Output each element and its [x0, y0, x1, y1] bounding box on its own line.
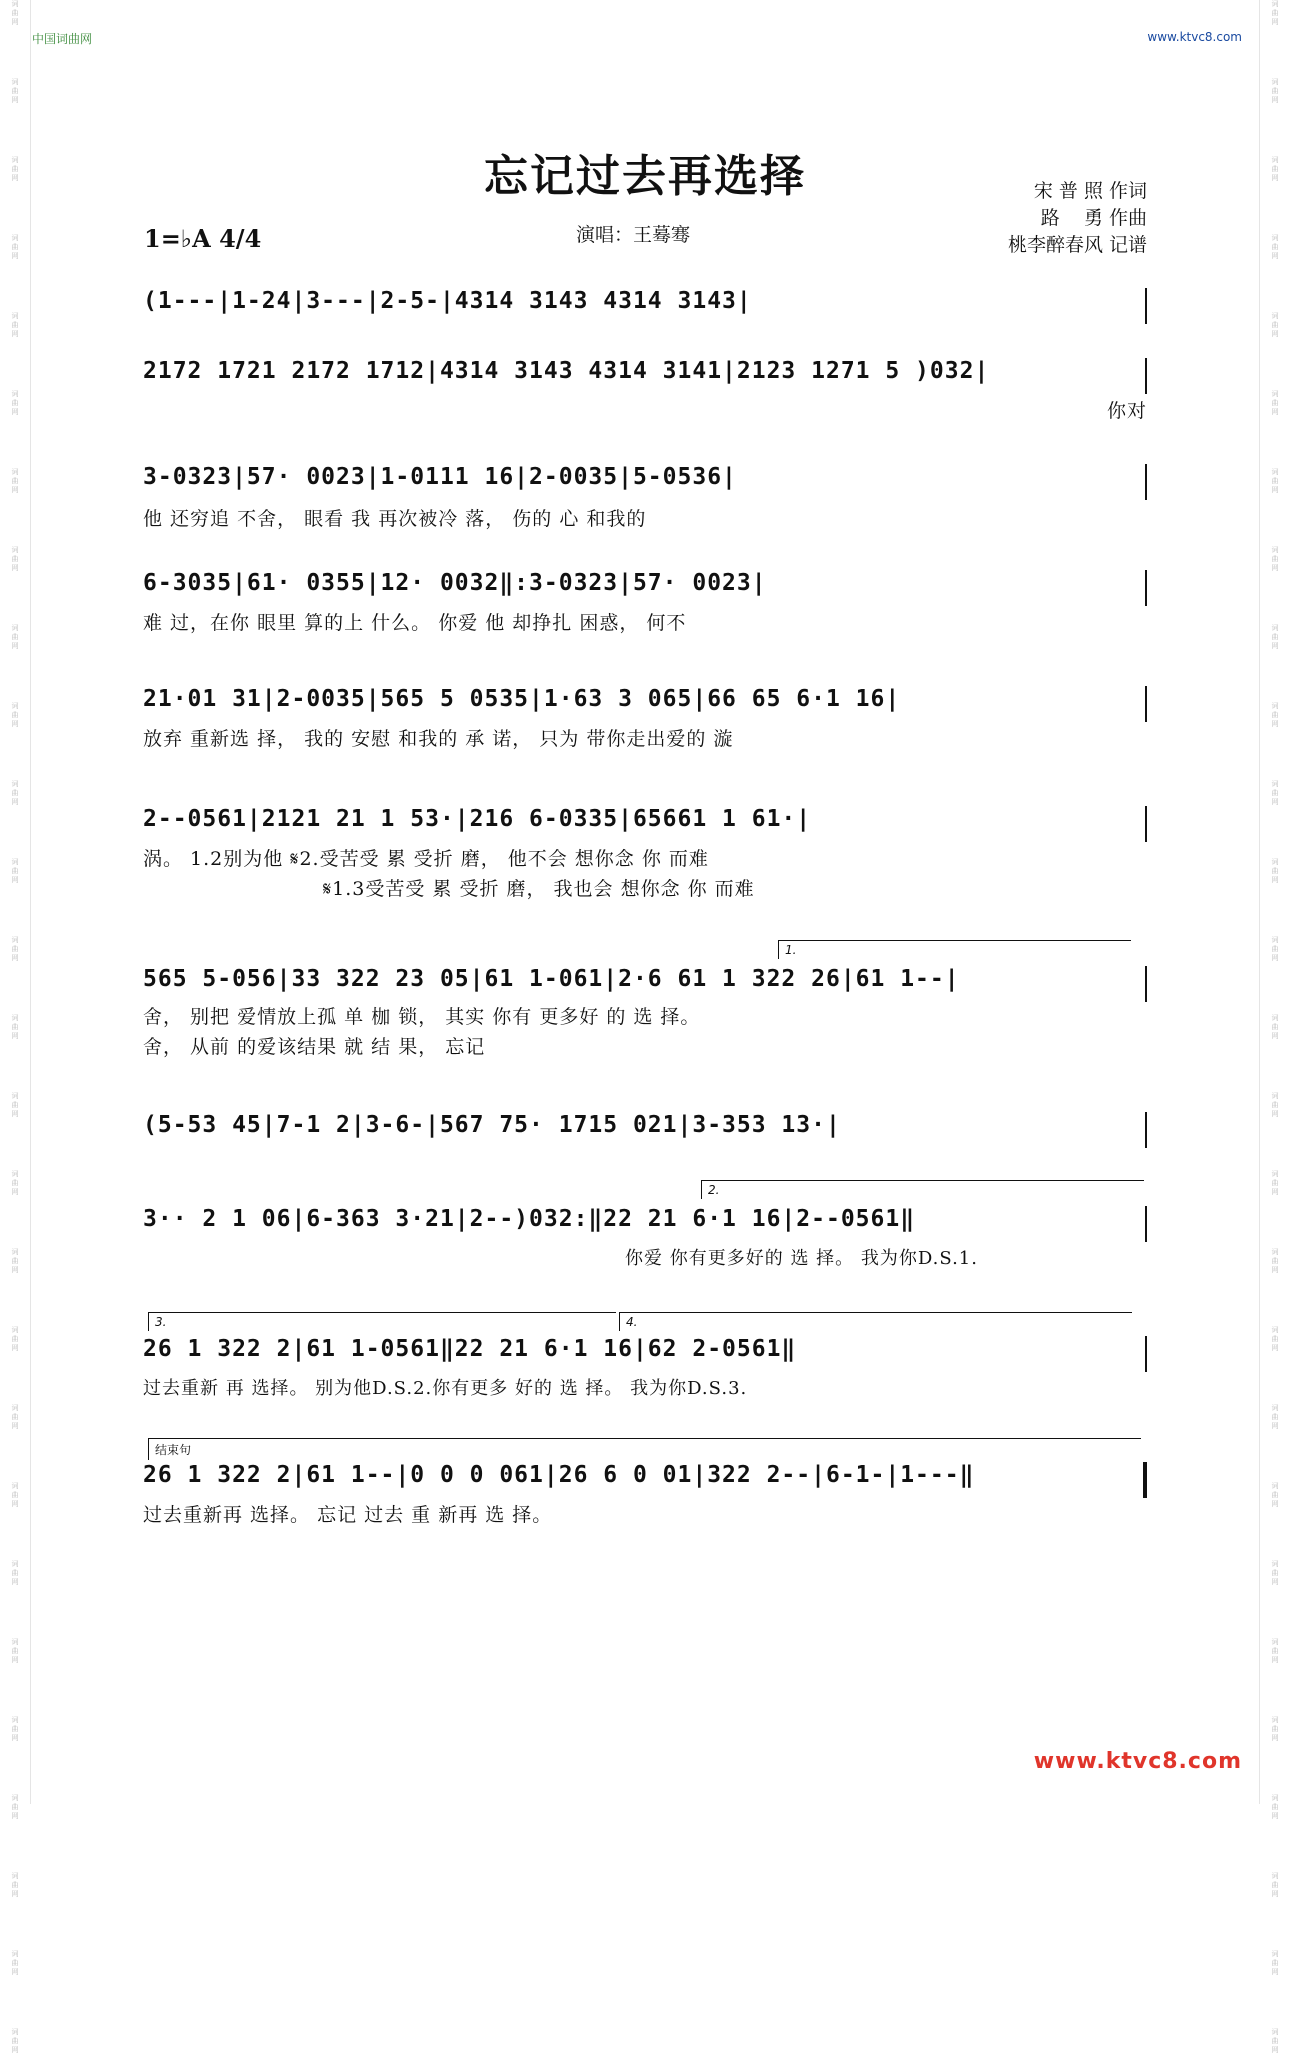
- score-line-2: [143, 358, 1147, 438]
- barline: [1145, 570, 1147, 606]
- lyricist-credit: 宋 普 照 作词: [1033, 180, 1147, 202]
- transcriber-credit: 桃李醉春风 记谱: [1007, 234, 1147, 256]
- score-line-7: [143, 943, 1147, 1062]
- lyric-line: 过去重新 再 选择。 别为他D.S.2.你有更多 好的 选 择。 我为你D.S.3.: [143, 1378, 748, 1399]
- notation: 21·01 31|2-0035|565 5 0535|1·63 3 065|66 65 6·1 16|: [143, 686, 901, 712]
- notation: 6-3035|61· 0355|12· 0032‖:3-0323|57· 0023|: [143, 570, 767, 596]
- volta-bracket: 3.: [148, 1312, 616, 1331]
- score-line-10: [143, 1312, 1147, 1412]
- score-line-3: [143, 464, 1147, 544]
- notation: (1---|1-24|3---|2-5-|4314 3143 4314 3143|: [143, 288, 752, 314]
- lyric-line: 你对: [1106, 400, 1147, 422]
- lyric-line-alt: 舍， 从前 的爱该结果 就 结 果， 忘记: [143, 1036, 486, 1058]
- song-title: 忘记过去再选择: [484, 151, 806, 202]
- notation: 26 1 322 2|61 1--|0 0 0 061|26 6 0 01|322 2--|6-1-|1---‖: [143, 1462, 975, 1488]
- final-barline: [1143, 1462, 1147, 1498]
- lyric-line: 你爱 你有更多好的 选 择。 我为你D.S.1.: [625, 1248, 978, 1269]
- score-line-5: [143, 686, 1147, 766]
- barline: [1145, 686, 1147, 722]
- site-watermark: www.ktvc8.com: [1033, 1749, 1242, 1774]
- volta-bracket: 2.: [701, 1180, 1144, 1199]
- barline: [1145, 464, 1147, 500]
- score-line-1: [143, 288, 1147, 338]
- lyric-line: 舍， 别把 爱情放上孤 单 枷 锁， 其实 你有 更多好 的 选 择。: [143, 1006, 701, 1028]
- score-line-4: [143, 570, 1147, 650]
- barline: [1145, 358, 1147, 394]
- barline: [1145, 1206, 1147, 1242]
- score-line-9: [143, 1183, 1147, 1286]
- barline: [1145, 1112, 1147, 1148]
- site-name-left[interactable]: 中国词曲网: [32, 32, 93, 46]
- right-margin-watermark: 词 曲 网 词 曲 网 词 曲 网 词 曲 网 词 曲 网 词 曲 网 词 曲 网 词 曲 网 词 曲 网 词 曲 网 词 曲 网 词 曲 网 词 曲 网 词 曲 网 词 曲 网 词 曲 网 词 曲 网 词 曲 网 词 曲 网 词 曲 网 词 曲 网 词 曲 网 词 曲 网 词 曲 网 词 曲 网 词 曲 网 词 曲 网: [1271, 0, 1279, 2054]
- lyric-line: 难 过，在你 眼里 算的上 什么。 你爱 他 却挣扎 困惑， 何不: [143, 612, 687, 634]
- volta-bracket: 1.: [778, 940, 1131, 959]
- notation: 3-0323|57· 0023|1-0111 16|2-0035|5-0536|: [143, 464, 737, 490]
- notation: 2--0561|2121 21 1 53·|216 6-0335|65661 1 61·|: [143, 806, 812, 832]
- score-line-11: [143, 1438, 1147, 1538]
- site-url-right[interactable]: www.ktvc8.com: [1147, 30, 1242, 44]
- notation: 3·· 2 1 06|6-363 3·21|2--)032:‖22 21 6·1 16|2--0561‖: [143, 1206, 916, 1232]
- notation: 2172 1721 2172 1712|4314 3143 4314 3141|2123 1271 5 )032|: [143, 358, 990, 384]
- lyric-line: 放弃 重新选 择， 我的 安慰 和我的 承 诺， 只为 带你走出爱的 漩: [143, 728, 734, 750]
- score-line-8: [143, 1112, 1147, 1162]
- lyric-line: 涡。 1.2别为他 𝄋2.受苦受 累 受折 磨， 他不会 想你念 你 而难: [143, 848, 709, 870]
- notation: 26 1 322 2|61 1-0561‖22 21 6·1 16|62 2-0561‖: [143, 1336, 797, 1362]
- credits-block: [1008, 178, 1147, 259]
- volta-bracket: 结束句: [148, 1438, 1141, 1460]
- barline: [1145, 806, 1147, 842]
- key-signature: 1=♭A 4/4: [144, 224, 262, 253]
- barline: [1145, 1336, 1147, 1372]
- score-line-6: [143, 806, 1147, 906]
- notation: (5-53 45|7-1 2|3-6-|567 75· 1715 021|3-353 13·|: [143, 1112, 841, 1138]
- composer-credit: 路 勇 作曲: [1040, 207, 1147, 229]
- notation: 565 5-056|33 322 23 05|61 1-061|2·6 61 1 322 26|61 1--|: [143, 966, 960, 992]
- volta-bracket-4: 4.: [619, 1312, 1132, 1331]
- lyric-line: 他 还穷追 不舍， 眼看 我 再次被冷 落， 伤的 心 和我的: [143, 508, 647, 530]
- singer-credit: 演唱：王蓦骞: [576, 224, 691, 246]
- barline: [1145, 966, 1147, 1002]
- barline: [1145, 288, 1147, 324]
- lyric-line-alt: 𝄋1.3受苦受 累 受折 磨， 我也会 想你念 你 而难: [323, 878, 755, 900]
- left-margin-watermark: 词 曲 网 词 曲 网 词 曲 网 词 曲 网 词 曲 网 词 曲 网 词 曲 网 词 曲 网 词 曲 网 词 曲 网 词 曲 网 词 曲 网 词 曲 网 词 曲 网 词 曲 网 词 曲 网 词 曲 网 词 曲 网 词 曲 网 词 曲 网 词 曲 网 词 曲 网 词 曲 网 词 曲 网 词 曲 网 词 曲 网 词 曲 网: [11, 0, 19, 2054]
- lyric-line: 过去重新再 选择。 忘记 过去 重 新再 选 择。: [143, 1504, 553, 1526]
